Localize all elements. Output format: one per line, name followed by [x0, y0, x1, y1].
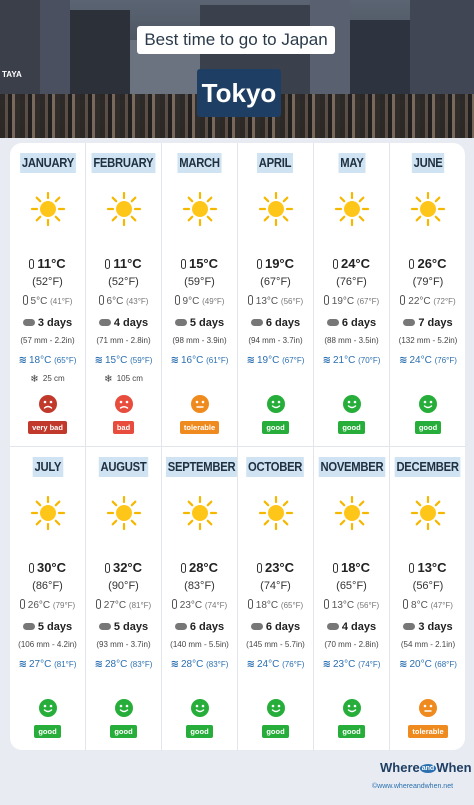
rainy-days: 4 days: [341, 621, 377, 633]
month-july: [10, 447, 86, 751]
high-temp-f: (59°F): [184, 276, 215, 288]
sea-temp-c: 21°C: [332, 355, 356, 366]
sun-icon: [410, 191, 446, 227]
brand-and: and: [421, 765, 435, 772]
thermometer-icon: [181, 259, 186, 269]
snowfall: 105 cm: [116, 374, 143, 383]
waves-icon: ≋: [94, 659, 103, 670]
rainfall: (132 mm - 5.2in): [398, 336, 458, 345]
thermometer-icon: [29, 563, 34, 573]
low-temp-f: (49°F): [202, 297, 225, 306]
rainfall: (88 mm - 3.5in): [324, 336, 379, 345]
month-name: MAY: [338, 153, 365, 173]
rain-cloud-icon: [23, 319, 35, 326]
rain-cloud-icon: [251, 623, 263, 630]
low-temp-c: 9°C: [182, 296, 200, 307]
high-temp-c: 23°C: [264, 560, 295, 575]
rating-badge: very bad: [28, 421, 67, 434]
brand-url[interactable]: ©www.whereandwhen.net: [372, 783, 454, 790]
thermometer-icon: [333, 563, 338, 573]
sea-temp-f: (70°F): [358, 356, 381, 365]
low-temp-c: 13°C: [331, 600, 355, 611]
rain-cloud-icon: [99, 623, 111, 630]
rain-cloud-icon: [23, 623, 35, 630]
sun-icon: [106, 191, 142, 227]
rainfall: (93 mm - 3.7in): [96, 640, 151, 649]
brand-logo: Where and When: [380, 760, 472, 775]
thermometer-low-icon: [248, 599, 253, 609]
rainfall: (140 mm - 5.5in): [170, 640, 229, 649]
thermometer-icon: [105, 563, 110, 573]
rainfall: (145 mm - 5.7in): [246, 640, 305, 649]
rain-cloud-icon: [99, 319, 111, 326]
month-name: AUGUST: [99, 457, 148, 477]
rainy-days: 7 days: [418, 317, 453, 329]
high-temp-c: 13°C: [417, 560, 447, 575]
high-temp-c: 24°C: [340, 256, 371, 271]
rating-face-icon: [267, 395, 285, 413]
month-may: [314, 143, 390, 447]
sea-temp-f: (81°F): [54, 660, 77, 669]
rain-cloud-icon: [403, 623, 415, 630]
low-temp-f: (41°F): [50, 297, 73, 306]
month-april: [238, 143, 314, 447]
rating-badge: tolerable: [408, 725, 447, 738]
city-title: Tokyo: [197, 69, 281, 117]
rating-badge: good: [110, 725, 136, 738]
low-temp-c: 18°C: [255, 600, 279, 611]
low-temp-f: (72°F): [433, 297, 456, 306]
low-temp-f: (74°F): [204, 601, 228, 610]
month-name: APRIL: [257, 153, 293, 173]
low-temp-f: (47°F): [430, 601, 453, 610]
rainy-days: 3 days: [418, 621, 453, 633]
sun-icon: [334, 495, 370, 531]
sea-temp-c: 15°C: [104, 355, 128, 366]
sun-icon: [258, 191, 294, 227]
low-temp-f: (67°F): [356, 297, 380, 306]
sun-icon: [182, 495, 218, 531]
month-october: [238, 447, 314, 751]
thermometer-icon: [29, 259, 34, 269]
rainfall: (71 mm - 2.8in): [96, 336, 151, 345]
low-temp-c: 13°C: [255, 296, 279, 307]
thermometer-icon: [409, 259, 414, 269]
sea-temp-c: 28°C: [104, 659, 128, 670]
month-february: [86, 143, 162, 447]
sea-temp-c: 28°C: [180, 659, 204, 670]
low-temp-c: 19°C: [331, 296, 355, 307]
climate-calendar: [10, 143, 465, 750]
month-name: MARCH: [177, 153, 221, 173]
rain-cloud-icon: [175, 623, 187, 630]
waves-icon: ≋: [18, 355, 27, 366]
rainy-days: 4 days: [113, 317, 149, 329]
page-title: Best time to go to Japan: [137, 26, 335, 54]
rating-face-icon: [191, 699, 209, 717]
rating-face-icon: [115, 699, 133, 717]
high-temp-c: 11°C: [37, 256, 66, 271]
high-temp-f: (90°F): [108, 580, 139, 592]
waves-icon: ≋: [170, 659, 179, 670]
low-temp-c: 22°C: [408, 296, 431, 307]
sea-temp-f: (83°F): [130, 660, 153, 669]
high-temp-f: (56°F): [412, 580, 444, 592]
rain-cloud-icon: [251, 319, 263, 326]
month-name: JUNE: [412, 153, 445, 173]
month-november: [314, 447, 390, 751]
rainfall: (70 mm - 2.8in): [324, 640, 379, 649]
rainfall: (94 mm - 3.7in): [248, 336, 303, 345]
store-sign: TAYA: [2, 70, 22, 79]
thermometer-icon: [105, 259, 110, 269]
sea-temp-f: (67°F): [282, 356, 305, 365]
low-temp-f: (56°F): [280, 297, 304, 306]
thermometer-low-icon: [96, 599, 101, 609]
sea-temp-c: 16°C: [180, 355, 204, 366]
month-august: [86, 447, 162, 751]
waves-icon: ≋: [322, 659, 331, 670]
high-temp-c: 11°C: [113, 256, 142, 271]
sea-temp-f: (76°F): [434, 356, 457, 365]
sea-temp-c: 23°C: [332, 659, 356, 670]
rating-face-icon: [419, 699, 437, 717]
low-temp-f: (81°F): [128, 601, 152, 610]
waves-icon: ≋: [170, 355, 179, 366]
high-temp-c: 30°C: [36, 560, 67, 575]
sun-icon: [258, 495, 294, 531]
rating-badge: tolerable: [180, 421, 219, 434]
low-temp-f: (65°F): [280, 601, 304, 610]
high-temp-f: (67°F): [260, 276, 291, 288]
thermometer-icon: [181, 563, 186, 573]
low-temp-f: (56°F): [356, 601, 380, 610]
rain-cloud-icon: [327, 623, 339, 630]
thermometer-low-icon: [172, 599, 177, 609]
thermometer-icon: [257, 259, 262, 269]
low-temp-c: 5°C: [30, 296, 48, 307]
rating-badge: good: [262, 725, 288, 738]
high-temp-f: (86°F): [32, 580, 63, 592]
sea-temp-c: 24°C: [256, 659, 280, 670]
sea-temp-f: (59°F): [130, 356, 153, 365]
rating-badge: good: [338, 725, 364, 738]
waves-icon: ≋: [322, 355, 331, 366]
rainfall: (54 mm - 2.1in): [400, 640, 456, 649]
rating-face-icon: [419, 395, 437, 413]
sun-icon: [182, 191, 218, 227]
thermometer-low-icon: [175, 295, 180, 305]
thermometer-low-icon: [403, 599, 408, 609]
thermometer-low-icon: [400, 295, 405, 305]
month-name: JULY: [32, 457, 62, 477]
rating-badge: good: [262, 421, 288, 434]
rating-face-icon: [343, 699, 361, 717]
thermometer-icon: [333, 259, 338, 269]
rainfall: (106 mm - 4.2in): [18, 640, 77, 649]
sea-temp-c: 27°C: [28, 659, 52, 670]
sun-icon: [30, 495, 66, 531]
low-temp-c: 6°C: [106, 296, 124, 307]
high-temp-f: (83°F): [184, 580, 215, 592]
low-temp-f: (79°F): [52, 601, 76, 610]
thermometer-icon: [409, 563, 414, 573]
month-name: DECEMBER: [395, 457, 461, 477]
month-september: [162, 447, 238, 751]
rain-cloud-icon: [403, 319, 415, 326]
waves-icon: ≋: [399, 659, 408, 670]
month-name: NOVEMBER: [318, 457, 384, 477]
snowflake-icon: ❄: [104, 374, 113, 385]
low-temp-c: 23°C: [179, 600, 203, 611]
thermometer-low-icon: [99, 295, 104, 305]
high-temp-f: (79°F): [412, 276, 444, 288]
rating-badge: good: [338, 421, 364, 434]
sea-temp-f: (74°F): [358, 660, 381, 669]
high-temp-c: 18°C: [340, 560, 371, 575]
rating-face-icon: [343, 395, 361, 413]
rainy-days: 3 days: [37, 317, 73, 329]
high-temp-c: 19°C: [264, 256, 295, 271]
low-temp-c: 27°C: [103, 600, 127, 611]
high-temp-c: 32°C: [112, 560, 143, 575]
month-name: OCTOBER: [247, 457, 305, 477]
sea-temp-c: 18°C: [28, 355, 52, 366]
thermometer-low-icon: [23, 295, 28, 305]
high-temp-c: 28°C: [188, 560, 219, 575]
rainfall: (57 mm - 2.2in): [20, 336, 75, 345]
thermometer-low-icon: [248, 295, 253, 305]
rain-cloud-icon: [175, 319, 187, 326]
low-temp-c: 26°C: [27, 600, 51, 611]
sea-temp-f: (68°F): [434, 660, 457, 669]
rainy-days: 6 days: [341, 317, 377, 329]
waves-icon: ≋: [18, 659, 27, 670]
waves-icon: ≋: [246, 659, 255, 670]
high-temp-f: (74°F): [260, 580, 291, 592]
rainy-days: 5 days: [189, 317, 225, 329]
rain-cloud-icon: [327, 319, 339, 326]
month-june: [390, 143, 466, 447]
rainy-days: 6 days: [265, 621, 301, 633]
sea-temp-c: 24°C: [409, 355, 432, 366]
month-name: FEBRUARY: [92, 153, 156, 173]
waves-icon: ≋: [399, 355, 408, 366]
month-march: [162, 143, 238, 447]
high-temp-f: (52°F): [108, 276, 139, 288]
high-temp-c: 15°C: [188, 256, 219, 271]
snowflake-icon: ❄: [30, 374, 39, 385]
rating-badge: good: [186, 725, 212, 738]
sea-temp-f: (61°F): [206, 356, 229, 365]
month-december: [390, 447, 466, 751]
rating-face-icon: [267, 699, 285, 717]
rainy-days: 5 days: [37, 621, 73, 633]
rainfall: (98 mm - 3.9in): [172, 336, 227, 345]
low-temp-c: 8°C: [411, 600, 428, 611]
rainy-days: 6 days: [265, 317, 301, 329]
waves-icon: ≋: [94, 355, 103, 366]
sea-temp-f: (83°F): [206, 660, 229, 669]
snowfall: 25 cm: [42, 374, 65, 383]
high-temp-f: (65°F): [336, 580, 367, 592]
sea-temp-f: (65°F): [54, 356, 77, 365]
rating-face-icon: [39, 699, 57, 717]
sun-icon: [334, 191, 370, 227]
rating-badge: good: [34, 725, 60, 738]
rainy-days: 5 days: [113, 621, 149, 633]
high-temp-f: (76°F): [336, 276, 367, 288]
thermometer-low-icon: [324, 295, 329, 305]
rating-face-icon: [115, 395, 133, 413]
sea-temp-f: (76°F): [282, 660, 305, 669]
high-temp-f: (52°F): [32, 276, 63, 288]
thermometer-icon: [257, 563, 262, 573]
month-january: [10, 143, 86, 447]
sea-temp-c: 20°C: [409, 659, 432, 670]
rating-badge: bad: [113, 421, 134, 434]
low-temp-f: (43°F): [126, 297, 149, 306]
sun-icon: [410, 495, 446, 531]
sun-icon: [106, 495, 142, 531]
thermometer-low-icon: [324, 599, 329, 609]
thermometer-low-icon: [20, 599, 25, 609]
rating-face-icon: [39, 395, 57, 413]
high-temp-c: 26°C: [417, 256, 447, 271]
month-name: SEPTEMBER: [166, 457, 237, 477]
rainy-days: 6 days: [189, 621, 225, 633]
month-name: JANUARY: [20, 153, 76, 173]
sea-temp-c: 19°C: [256, 355, 280, 366]
rating-face-icon: [191, 395, 209, 413]
sun-icon: [30, 191, 66, 227]
rating-badge: good: [415, 421, 441, 434]
waves-icon: ≋: [246, 355, 255, 366]
